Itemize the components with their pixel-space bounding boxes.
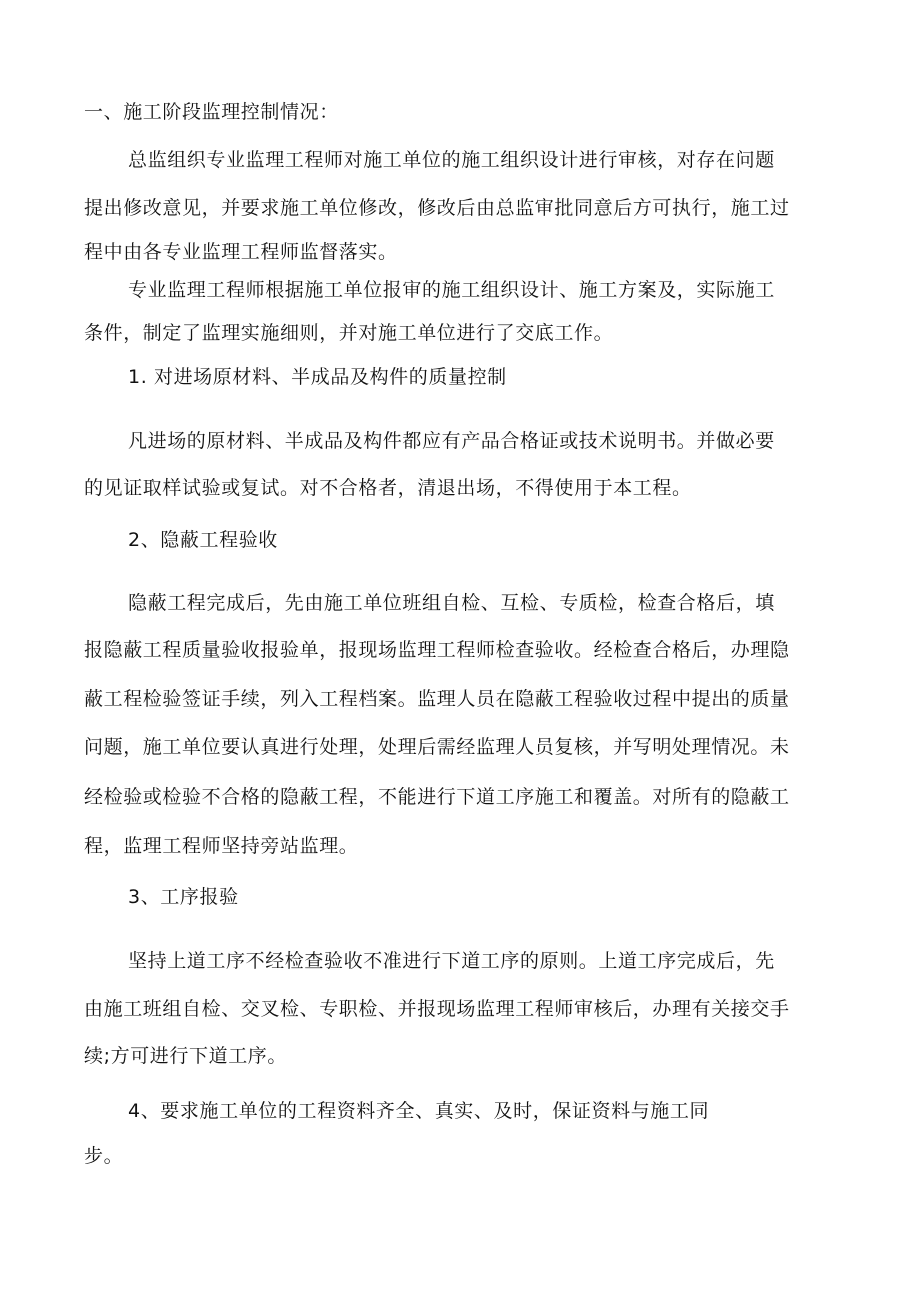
- item3-line1: 坚持上道工序不经检查验收不准进行下道工序的原则。上道工序完成后，先: [128, 950, 775, 972]
- item2-line5: 经检验或检验不合格的隐蔽工程，不能进行下道工序施工和覆盖。对所有的隐蔽工: [84, 786, 790, 808]
- item3-heading: 3、工序报验: [128, 886, 239, 908]
- item4-line1: 4、要求施工单位的工程资料齐全、真实、及时，保证资料与施工同: [128, 1100, 710, 1122]
- item2-line4: 问题，施工单位要认真进行处理，处理后需经监理人员复核，并写明处理情况。未: [84, 736, 790, 758]
- item3-line2: 由施工班组自检、交叉检、专职检、并报现场监理工程师审核后，办理有关接交手: [84, 998, 790, 1020]
- item2-line6: 程，监理工程师坚持旁站监理。: [84, 835, 359, 857]
- para1-line2: 提出修改意见，并要求施工单位修改，修改后由总监审批同意后方可执行，施工过: [84, 197, 790, 219]
- item1-heading: 1. 对进场原材料、半成品及构件的质量控制: [128, 366, 507, 388]
- item2-line3: 蔽工程检验签证手续，列入工程档案。监理人员在隐蔽工程验收过程中提出的质量: [84, 688, 790, 710]
- item2-line1: 隐蔽工程完成后，先由施工单位班组自检、互检、专质检，检查合格后，填: [128, 592, 775, 614]
- item2-line2: 报隐蔽工程质量验收报验单，报现场监理工程师检查验收。经检查合格后，办理隐: [84, 639, 790, 661]
- para2-line1: 专业监理工程师根据施工单位报审的施工组织设计、施工方案及，实际施工: [128, 279, 775, 301]
- para1-line1: 总监组织专业监理工程师对施工单位的施工组织设计进行审核，对存在问题: [128, 149, 775, 171]
- para2-line2: 条件，制定了监理实施细则，并对施工单位进行了交底工作。: [84, 322, 614, 344]
- item4-line2: 步。: [84, 1145, 124, 1167]
- item1-line2: 的见证取样试验或复试。对不合格者，清退出场，不得使用于本工程。: [84, 477, 692, 499]
- item1-line1: 凡进场的原材料、半成品及构件都应有产品合格证或技术说明书。并做必要: [128, 430, 775, 452]
- item3-line3: 续;方可进行下道工序。: [84, 1045, 288, 1067]
- para1-line3: 程中由各专业监理工程师监督落实。: [84, 241, 398, 263]
- item2-heading: 2、隐蔽工程验收: [128, 529, 278, 551]
- section-heading: 一、施工阶段监理控制情况：: [84, 101, 339, 123]
